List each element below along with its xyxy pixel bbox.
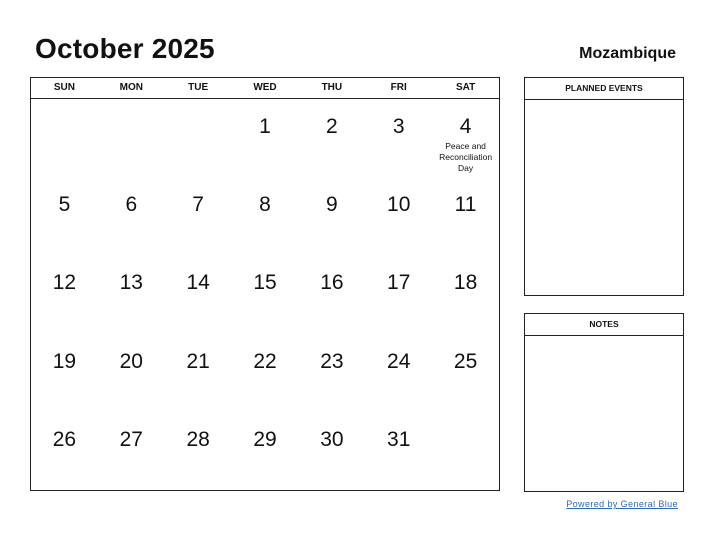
day-cell <box>98 255 165 333</box>
day-number: 14 <box>186 271 210 295</box>
weekday-label: MON <box>119 82 143 93</box>
day-cell <box>232 334 299 412</box>
day-cell <box>365 255 432 333</box>
planned-events-header: PLANNED EVENTS <box>525 78 683 100</box>
day-number: 3 <box>392 115 405 138</box>
weekday-label: SAT <box>455 82 476 93</box>
month-calendar-grid <box>30 77 500 491</box>
day-cell <box>432 255 499 333</box>
day-cell <box>165 99 232 177</box>
day-number: 18 <box>453 271 478 295</box>
day-cell <box>165 334 232 412</box>
week-row <box>31 412 499 490</box>
day-cell <box>298 412 365 490</box>
day-number: 31 <box>387 427 411 451</box>
day-cell <box>232 177 299 255</box>
day-cell <box>98 334 165 412</box>
week-row <box>31 99 499 177</box>
day-number: 6 <box>125 193 138 217</box>
notes-header: NOTES <box>525 314 683 336</box>
day-cell <box>31 334 98 412</box>
planned-events-panel <box>524 77 684 296</box>
day-number: 20 <box>119 349 143 373</box>
day-number: 25 <box>453 349 478 373</box>
day-cell <box>165 412 232 490</box>
day-number: 8 <box>259 193 271 217</box>
weekday-label: TUE <box>188 82 209 93</box>
day-number: 13 <box>119 271 143 295</box>
day-cell <box>98 412 165 490</box>
week-row <box>31 334 499 412</box>
day-cell <box>298 99 365 177</box>
day-number: 15 <box>253 271 277 295</box>
day-number: 17 <box>387 271 411 295</box>
day-number: 27 <box>119 427 143 451</box>
day-cell <box>365 412 432 490</box>
day-cell <box>432 177 499 255</box>
week-row <box>31 177 499 255</box>
day-number: 10 <box>387 193 411 217</box>
day-number: 23 <box>320 349 344 373</box>
day-number: 19 <box>52 349 77 373</box>
day-cell <box>232 255 299 333</box>
day-cell <box>165 177 232 255</box>
weekday-label: FRI <box>390 82 407 93</box>
weekday-label: WED <box>253 82 277 93</box>
weekday-label: THU <box>321 82 343 93</box>
day-number: 7 <box>192 193 204 217</box>
day-cell <box>298 177 365 255</box>
day-cell <box>31 99 98 177</box>
day-cell <box>31 255 98 333</box>
day-number: 4 <box>459 115 472 138</box>
weekday-header-row <box>31 78 499 99</box>
day-number: 24 <box>387 349 411 373</box>
day-number: 26 <box>52 427 77 451</box>
day-cell <box>432 99 499 177</box>
calendar-title: October 2025 <box>35 33 215 64</box>
day-cell <box>365 177 432 255</box>
powered-by-link[interactable]: Powered by General Blue <box>566 499 678 509</box>
day-number: 30 <box>320 427 344 451</box>
day-number: 11 <box>454 193 477 217</box>
day-number: 16 <box>320 271 344 295</box>
day-number: 12 <box>52 271 77 295</box>
weekday-label: SUN <box>53 82 75 93</box>
country-name: Mozambique <box>579 45 676 62</box>
day-cell <box>232 412 299 490</box>
day-number: 29 <box>253 427 277 451</box>
weeks-container <box>31 99 499 490</box>
day-cell <box>365 334 432 412</box>
day-cell <box>298 334 365 412</box>
day-cell <box>432 334 499 412</box>
day-cell <box>31 177 98 255</box>
day-cell <box>98 99 165 177</box>
day-cell <box>232 99 299 177</box>
day-number: 21 <box>186 349 210 373</box>
week-row <box>31 255 499 333</box>
day-cell <box>31 412 98 490</box>
holiday-label: Peace and Reconciliation Day <box>439 141 493 173</box>
day-cell <box>98 177 165 255</box>
day-number: 9 <box>326 193 338 217</box>
day-number: 28 <box>186 427 210 451</box>
day-cell <box>298 255 365 333</box>
day-cell <box>365 99 432 177</box>
day-number: 2 <box>326 115 338 138</box>
day-number: 5 <box>58 193 71 217</box>
day-number: 1 <box>259 115 271 138</box>
day-number: 22 <box>253 349 277 373</box>
notes-panel <box>524 313 684 492</box>
day-cell <box>165 255 232 333</box>
day-cell <box>432 412 499 490</box>
